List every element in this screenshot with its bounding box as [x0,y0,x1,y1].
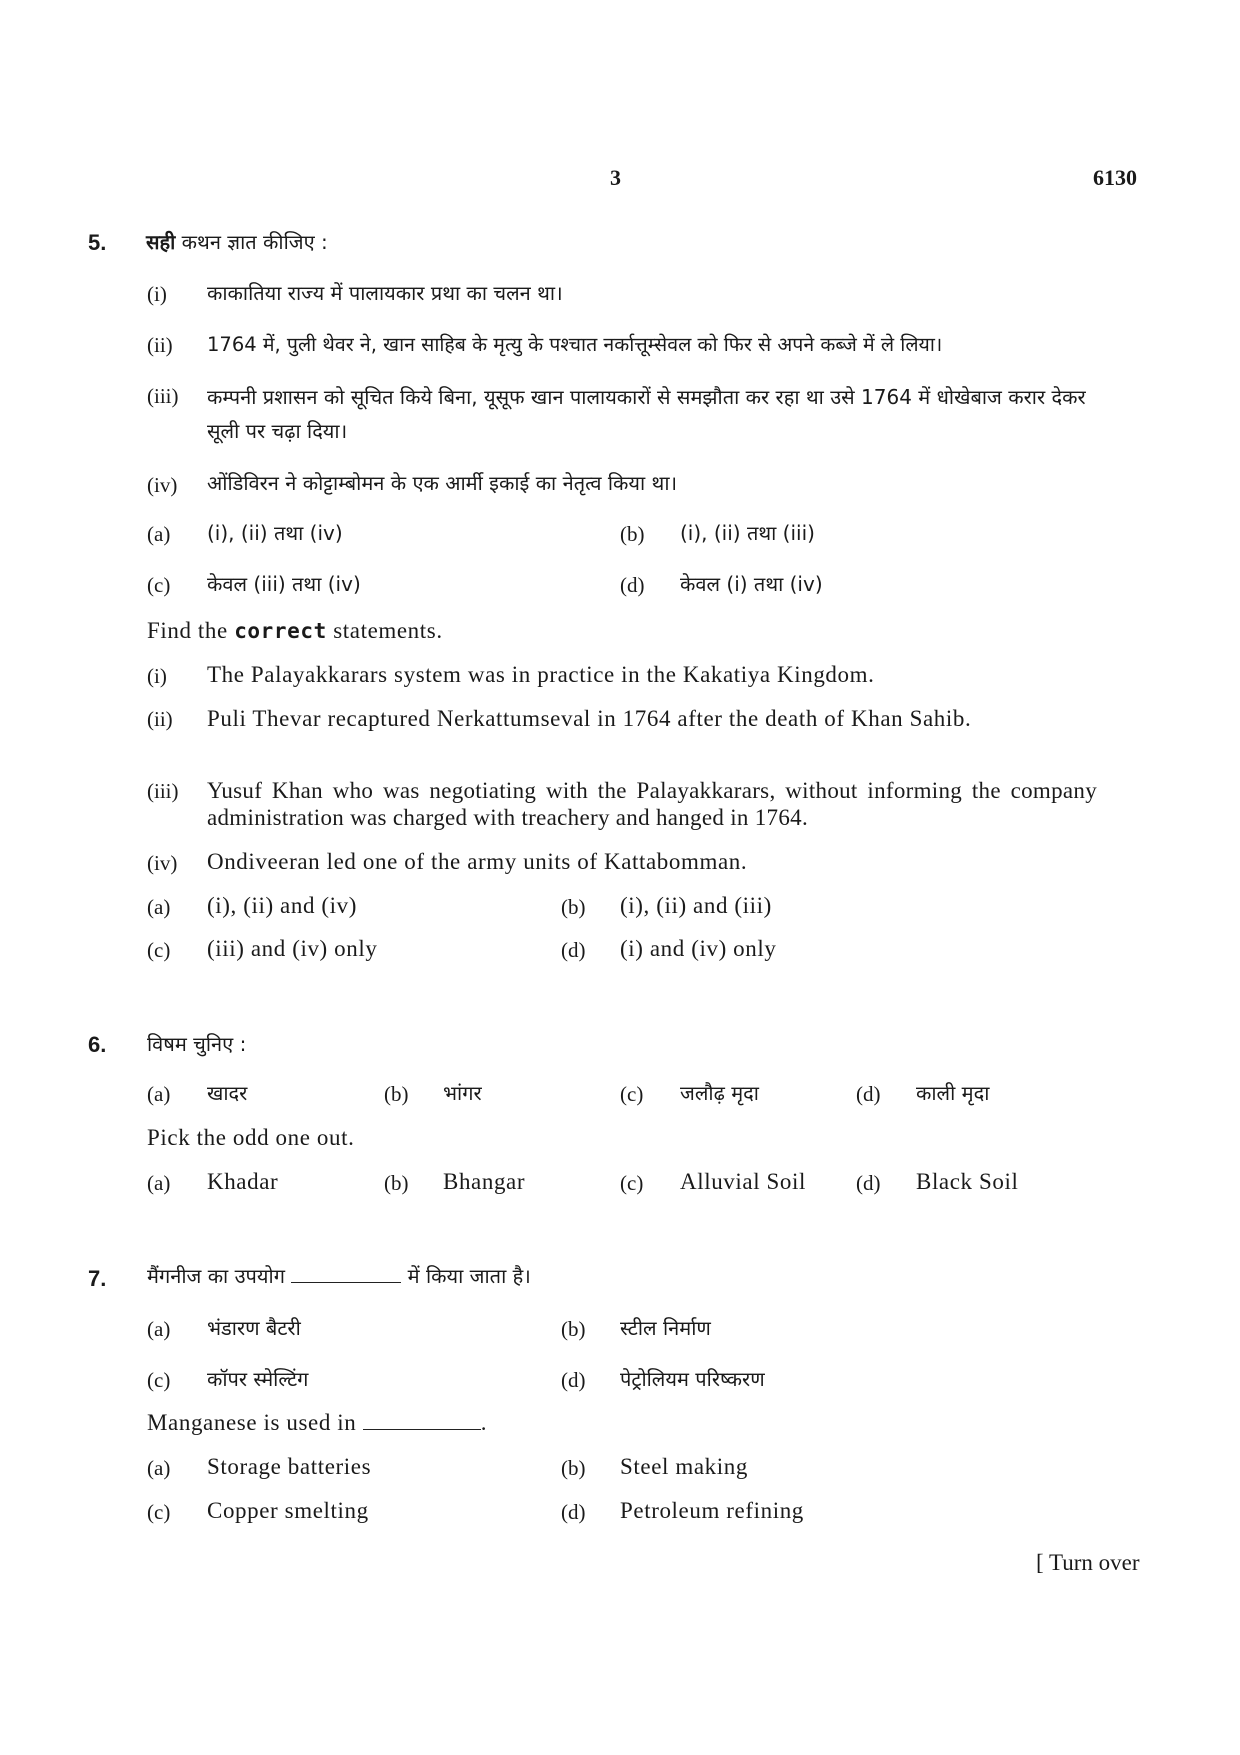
question-number: 5. [88,230,107,255]
option-marker: (d) [561,1368,586,1392]
option-marker: (a) [147,895,171,919]
stem-text: Find the [147,618,235,643]
item-marker: (ii) [147,707,173,731]
option-text-english: (i) and (iv) only [620,936,777,961]
option-text-hindi: केवल (iii) तथा (iv) [207,572,361,596]
statement-hindi: कम्पनी प्रशासन को सूचित किये बिना, यूसूफ खान पालायकारों से समझौता कर रहा था उसे 1764 में धोखेबाज करार देकर सूली पर चढ़ा दिया। [207,385,1086,443]
question-number: 7. [88,1266,107,1291]
option-text-english: Storage batteries [207,1454,372,1479]
item-marker: (i) [147,282,167,306]
paper-code: 6130 [1093,165,1137,190]
option-marker: (d) [561,938,586,962]
statement-hindi: काकातिया राज्य में पालायकार प्रथा का चलन था। [207,281,563,305]
stem-text: . [480,1410,488,1435]
question-stem-hindi [147,1262,531,1289]
option-marker: (b) [561,895,586,919]
option-text-english: Steel making [620,1454,748,1479]
item-marker: (iv) [147,851,178,875]
option-marker: (a) [147,1456,171,1480]
statement-hindi: ओंडिविरन ने कोट्टाम्बोमन के एक आर्मी इकाई का नेतृत्व किया था। [207,471,678,495]
option-text-hindi: कॉपर स्मेल्टिंग [207,1367,309,1391]
option-text-english: (i), (ii) and (iii) [620,893,772,918]
item-marker: (iv) [147,473,178,497]
option-text-english: Alluvial Soil [680,1169,807,1194]
option-text-hindi: भांगर [443,1081,482,1105]
stem-text: statements. [326,618,443,643]
option-text-hindi: पेट्रोलियम परिष्करण [620,1367,765,1391]
item-marker: (iii) [147,779,179,803]
option-marker: (a) [147,1082,171,1106]
item-marker: (i) [147,664,167,688]
question-stem-english: Pick the odd one out. [147,1125,355,1150]
stem-text: Manganese is used in [147,1410,363,1435]
option-text-english: Bhangar [443,1169,526,1194]
option-text-english: (iii) and (iv) only [207,936,378,961]
statement-english: Puli Thevar recaptured Nerkattumseval in 1764 after the death of Khan Sahib. [207,706,972,731]
stem-text: मैंगनीज का उपयोग [147,1264,292,1288]
question-number: 6. [88,1032,107,1057]
option-marker: (b) [561,1456,586,1480]
option-marker: (c) [147,1500,171,1524]
option-marker: (c) [620,1171,644,1195]
option-text-hindi: काली मृदा [916,1081,990,1105]
question-stem-hindi: विषम चुनिए : [147,1032,247,1056]
page-number: 3 [610,165,621,190]
option-text-hindi: (i), (ii) तथा (iii) [680,521,815,545]
option-text-hindi: जलौढ़ मृदा [680,1081,759,1105]
option-text-hindi: खादर [207,1081,248,1105]
option-marker: (d) [620,573,645,597]
option-text-english: Black Soil [916,1169,1019,1194]
statement-english: Ondiveeran led one of the army units of Kattabomman. [207,849,748,874]
turn-over-note: [ Turn over [1036,1550,1140,1575]
stem-emphasis: correct [234,619,327,643]
option-marker: (b) [384,1082,409,1106]
stem-text: कथन ज्ञात कीजिए : [175,230,328,254]
question-stem-english [147,618,443,644]
option-marker: (c) [620,1082,644,1106]
item-marker: (ii) [147,333,173,357]
option-marker: (c) [147,1368,171,1392]
option-marker: (b) [384,1171,409,1195]
option-marker: (b) [561,1317,586,1341]
option-marker: (d) [561,1500,586,1524]
option-text-hindi: स्टील निर्माण [620,1316,711,1340]
item-marker: (iii) [147,384,179,408]
stem-emphasis: सही [146,230,176,254]
option-marker: (a) [147,1317,171,1341]
statement-english: The Palayakkarars system was in practice in the Kakatiya Kingdom. [207,662,875,687]
option-marker: (d) [856,1082,881,1106]
stem-text: में किया जाता है। [401,1264,531,1288]
option-text-hindi: भंडारण बैटरी [207,1316,301,1340]
option-text-hindi: (i), (ii) तथा (iv) [207,521,343,545]
option-marker: (a) [147,522,171,546]
option-text-hindi: केवल (i) तथा (iv) [680,572,823,596]
statement-hindi: 1764 में, पुली थेवर ने, खान साहिब के मृत्यु के पश्चात नर्कात्तूम्सेवल को फिर से अपने कब्जे में ले लिया। [207,333,943,356]
question-stem-hindi [146,228,328,255]
option-marker: (c) [147,573,171,597]
fill-blank [291,1264,401,1283]
option-text-english: Copper smelting [207,1498,369,1523]
option-marker: (d) [856,1171,881,1195]
option-marker: (a) [147,1171,171,1195]
fill-blank [363,1411,481,1430]
option-text-english: Khadar [207,1169,279,1194]
option-marker: (c) [147,938,171,962]
option-text-english: Petroleum refining [620,1498,804,1523]
option-text-english: (i), (ii) and (iv) [207,893,358,918]
question-stem-english [147,1410,487,1436]
option-marker: (b) [620,522,645,546]
statement-english: Yusuf Khan who was negotiating with the Palayakkarars, without informing the company administration was charged with treachery and hanged in 1764. [207,778,1097,830]
